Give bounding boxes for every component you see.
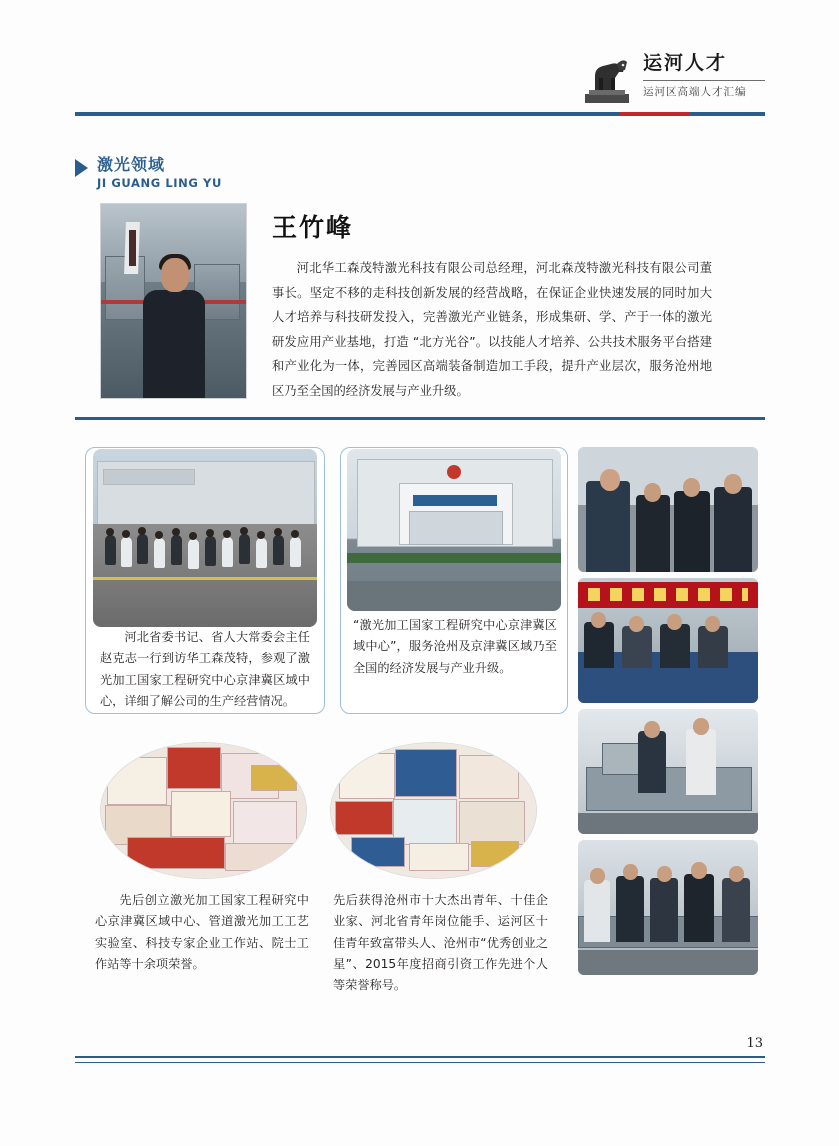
workshop-inspection-photo xyxy=(578,840,758,975)
page-number: 13 xyxy=(746,1036,763,1051)
footer-rule-top xyxy=(75,1056,765,1058)
certificates-collage-2 xyxy=(330,742,537,879)
header-red-bar xyxy=(620,112,690,116)
logo-subtitle: 运河区高端人才汇编 xyxy=(643,85,747,98)
research-center-building-entrance xyxy=(347,449,561,611)
section-heading xyxy=(75,155,222,190)
logo-divider xyxy=(643,80,765,81)
horse-statue-logo-icon xyxy=(581,48,633,106)
profile-biography: 河北华工森茂特激光科技有限公司总经理，河北森茂特激光科技有限公司董事长。坚定不移的走科技创新发展的经营战略，在保证企业快速发展的同时加大人才培养与科技研发投入，完善激光产业链条，形成集研、学、产于一体的激光研发应用产业基地，打造 “北方光谷”。以技能人才培养、公共技术服务平台搭建和产业化为一体，完善园区高端装备制造加工手段，提升产业层次，服务沧州地区乃至全国的经济发展与产业升级。 xyxy=(272,261,712,398)
section-title-en: JI GUANG LING YU xyxy=(97,176,222,190)
certificates-collage-1 xyxy=(100,742,307,879)
certificates-caption-1: 先后创立激光加工国家工程研究中心京津冀区域中心、管道激光加工工艺实验室、科技专家企业工作站、院士工作站等十余项荣誉。 xyxy=(95,893,309,972)
certificates-caption-2: 先后获得沧州市十大杰出青年、十佳企业家、河北省青年岗位能手、运河区十佳青年致富带头人、沧州市“优秀创业之星”、2015年度招商引资工作先进个人等荣誉称号。 xyxy=(333,893,548,993)
page-title: 王竹峰 xyxy=(272,213,354,242)
logo-title: 运河人才 xyxy=(643,52,728,74)
publication-logo xyxy=(581,48,765,106)
delegation-meeting-photo xyxy=(578,447,758,572)
arrow-right-icon xyxy=(75,159,88,177)
info-card-2-caption: “激光加工国家工程研究中心京津冀区域中心”，服务沧州及京津冀区域乃至全国的经济发展与产业升级。 xyxy=(353,618,557,675)
section-title-cn: 激光领域 xyxy=(97,155,166,174)
logo-text-block xyxy=(643,48,765,99)
laser-machine-operation-photo xyxy=(578,709,758,834)
banner-red-slogan-photo xyxy=(578,578,758,703)
footer-rule-bottom xyxy=(75,1062,765,1063)
page-header xyxy=(75,48,765,118)
portrait-photo xyxy=(100,203,247,399)
info-card-1-caption: 河北省委书记、省人大常委会主任赵克志一行到访华工森茂特，参观了激光加工国家工程研究中心京津冀区域中心，详细了解公司的生产经营情况。 xyxy=(100,630,310,709)
section-divider xyxy=(75,417,765,420)
factory-visit-group-photo xyxy=(93,449,317,627)
